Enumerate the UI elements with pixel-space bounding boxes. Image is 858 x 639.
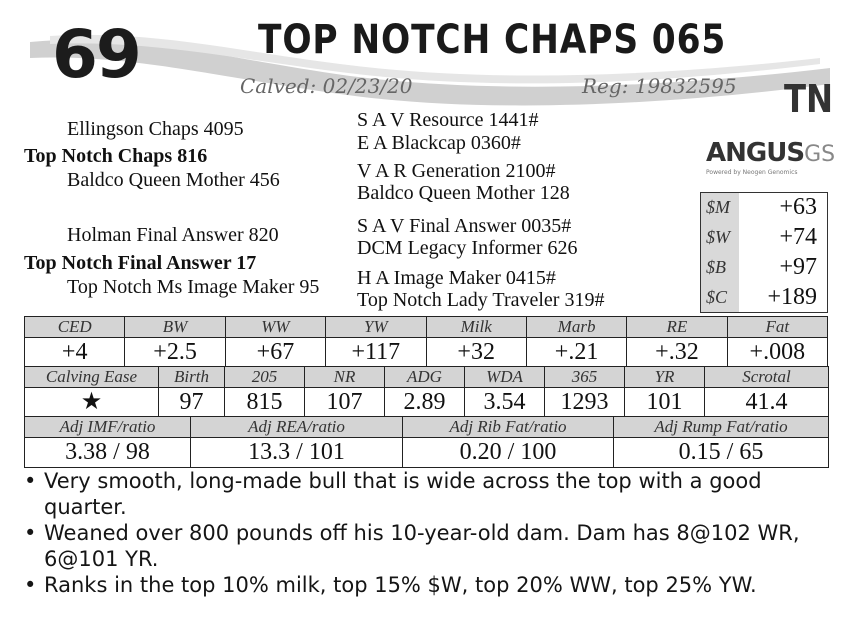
ultrasound-value-cell: 13.3 / 101: [191, 438, 403, 468]
pedigree-dam-sire: Holman Final Answer 820: [67, 224, 279, 246]
registration-number: Reg: 19832595: [582, 74, 737, 98]
performance-table: [24, 366, 829, 418]
epd-header-cell: YW: [326, 317, 426, 338]
bullet-icon: •: [24, 469, 37, 493]
pedigree-dsd: DCM Legacy Informer 626: [357, 237, 578, 259]
angus-logo-tagline: Powered by Neogen Genomics: [706, 169, 798, 176]
bullet-icon: •: [24, 573, 37, 597]
dollar-value: +74: [779, 224, 817, 250]
performance-value-cell: 815: [225, 388, 305, 418]
epd-value-row: [25, 338, 828, 368]
pedigree-dam-dam: Top Notch Ms Image Maker 95: [67, 276, 320, 298]
ultrasound-value-cell: 3.38 / 98: [25, 438, 191, 468]
ultrasound-header-cell: Adj REA/ratio: [191, 417, 403, 438]
performance-value-cell: 41.4: [705, 388, 829, 418]
epd-value-cell: +32: [426, 338, 526, 368]
epd-value-cell: +67: [225, 338, 325, 368]
ultrasound-table: [24, 416, 829, 468]
epd-header-cell: Fat: [727, 317, 827, 338]
performance-header-cell: NR: [305, 367, 385, 388]
calved-date: Calved: 02/23/20: [240, 74, 413, 98]
notes-list: [22, 468, 842, 598]
dollar-label: $C: [701, 283, 739, 313]
performance-header-cell: Birth: [159, 367, 225, 388]
performance-header-cell: Calving Ease: [25, 367, 159, 388]
pedigree-sdd: Baldco Queen Mother 128: [357, 182, 570, 204]
pedigree-dam: Top Notch Final Answer 17: [24, 252, 257, 274]
note-item: [22, 572, 842, 598]
ultrasound-header-cell: Adj IMF/ratio: [25, 417, 191, 438]
epd-value-cell: +.21: [526, 338, 626, 368]
ultrasound-value-row: [25, 438, 829, 468]
ultrasound-value-cell: 0.15 / 65: [614, 438, 829, 468]
note-text: Weaned over 800 pounds off his 10-year-old dam. Dam has 8@102 WR, 6@101 YR.: [44, 521, 800, 571]
performance-header-cell: Scrotal: [705, 367, 829, 388]
dollar-label: $W: [701, 223, 739, 253]
breeder-mark: TN: [784, 77, 834, 121]
dollar-value: +63: [779, 194, 817, 221]
animal-name-title: TOP NOTCH CHAPS 065: [258, 17, 727, 63]
epd-header-cell: Marb: [526, 317, 626, 338]
note-item: [22, 468, 842, 520]
ultrasound-header-cell: Adj Rib Fat/ratio: [403, 417, 614, 438]
pedigree-ssd: E A Blackcap 0360#: [357, 132, 521, 154]
pedigree-ddd: Top Notch Lady Traveler 319#: [357, 289, 605, 311]
epd-table: [24, 316, 828, 368]
epd-value-cell: +2.5: [125, 338, 225, 368]
pedigree-sire-sire: Ellingson Chaps 4095: [67, 118, 244, 140]
performance-value-cell: 1293: [545, 388, 625, 418]
bullet-icon: •: [24, 521, 37, 545]
pedigree-sire-dam: Baldco Queen Mother 456: [67, 169, 280, 191]
epd-header-row: [25, 317, 828, 338]
ultrasound-header-cell: Adj Rump Fat/ratio: [614, 417, 829, 438]
performance-value-cell: 3.54: [465, 388, 545, 418]
pedigree-sss: S A V Resource 1441#: [357, 109, 539, 131]
dollar-row: [701, 253, 828, 283]
performance-value-cell: 107: [305, 388, 385, 418]
performance-value-cell: 97: [159, 388, 225, 418]
epd-header-cell: BW: [125, 317, 225, 338]
performance-header-cell: YR: [625, 367, 705, 388]
epd-value-cell: +.32: [627, 338, 727, 368]
dollar-row: [701, 223, 828, 253]
note-text: Ranks in the top 10% milk, top 15% $W, top 20% WW, top 25% YW.: [44, 573, 757, 597]
performance-header-cell: 365: [545, 367, 625, 388]
dollar-row: [701, 283, 828, 313]
performance-header-cell: 205: [225, 367, 305, 388]
pedigree-sds: V A R Generation 2100#: [357, 160, 556, 182]
dollar-row: [701, 193, 828, 223]
dollar-value-table: [700, 192, 828, 313]
epd-header-cell: RE: [627, 317, 727, 338]
ultrasound-value-cell: 0.20 / 100: [403, 438, 614, 468]
pedigree-dds: H A Image Maker 0415#: [357, 267, 556, 289]
angus-gs-logo: [706, 138, 836, 188]
performance-header-cell: WDA: [465, 367, 545, 388]
pedigree-sire: Top Notch Chaps 816: [24, 145, 208, 167]
performance-value-row: [25, 388, 829, 418]
performance-header-cell: ADG: [385, 367, 465, 388]
note-item: [22, 520, 842, 572]
ultrasound-header-row: [25, 417, 829, 438]
dollar-label: $M: [701, 193, 739, 223]
performance-value-cell: 101: [625, 388, 705, 418]
epd-header-cell: Milk: [426, 317, 526, 338]
epd-value-cell: +117: [326, 338, 426, 368]
angus-logo-suffix: GS: [804, 142, 836, 167]
dollar-value: +97: [779, 254, 817, 280]
performance-value-cell: 2.89: [385, 388, 465, 418]
dollar-value: +189: [767, 283, 817, 310]
lot-number: 69: [52, 16, 140, 93]
epd-header-cell: CED: [25, 317, 125, 338]
epd-header-cell: WW: [225, 317, 325, 338]
note-text: Very smooth, long-made bull that is wide across the top with a good quarter.: [44, 469, 762, 519]
dollar-label: $B: [701, 253, 739, 283]
angus-logo-word: ANGUS: [706, 138, 805, 168]
epd-value-cell: +.008: [727, 338, 827, 368]
calving-ease-star-icon: ★: [25, 388, 159, 418]
pedigree-dss: S A V Final Answer 0035#: [357, 215, 572, 237]
epd-value-cell: +4: [25, 338, 125, 368]
performance-header-row: [25, 367, 829, 388]
